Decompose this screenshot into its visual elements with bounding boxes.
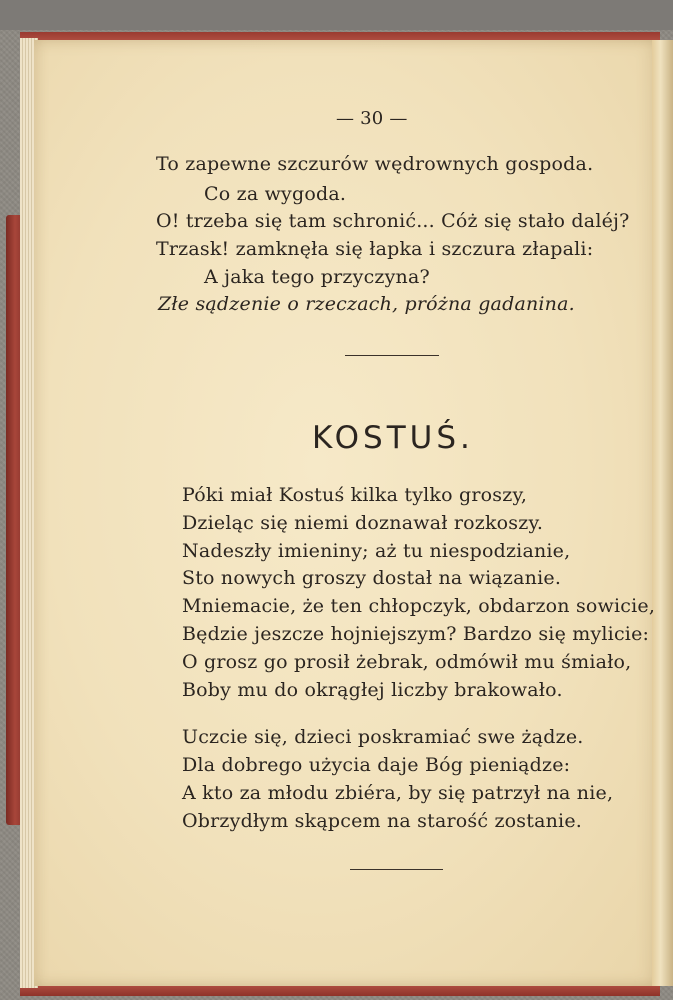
- poem-line: Sto nowych groszy dostał na wiązanie.: [182, 567, 562, 589]
- poem-line: Co za wygoda.: [204, 183, 347, 205]
- poem-line: Mniemacie, że ten chłopczyk, obdarzon sowicie,: [182, 595, 656, 617]
- poem-line: Obrzydłym skąpcem na starość zostanie.: [182, 810, 583, 832]
- poem-line: Uczcie się, dzieci poskramiać swe żądze.: [182, 726, 584, 748]
- poem-line: Będzie jeszcze hojniejszym? Bardzo się mylicie:: [182, 623, 650, 645]
- poem-line: Boby mu do okrągłej liczby brakowało.: [182, 679, 563, 701]
- poem-line: A kto za młodu zbiéra, by się patrzył na nie,: [182, 782, 614, 804]
- moral-line: Złe sądzenie o rzeczach, próżna gadanina.: [158, 293, 575, 315]
- poem-line: Nadeszły imieniny; aż tu niespodzianie,: [182, 540, 571, 562]
- poem-line: Trzask! zamknęła się łapka i szczura złapali:: [156, 238, 594, 260]
- poem-title: KOSTUŚ.: [312, 420, 474, 456]
- poem-line: To zapewne szczurów wędrownych gospoda.: [156, 153, 594, 175]
- page-number: — 30 —: [336, 108, 408, 129]
- poem-line: Dla dobrego użycia daje Bóg pieniądze:: [182, 754, 571, 776]
- poem-line: O! trzeba się tam schronić... Cóż się stało daléj?: [156, 210, 630, 232]
- section-divider: [350, 869, 443, 870]
- poem-line: Dzieląc się niemi doznawał rozkoszy.: [182, 512, 544, 534]
- poem-line: A jaka tego przyczyna?: [204, 266, 430, 288]
- poem-line: Póki miał Kostuś kilka tylko groszy,: [182, 484, 528, 506]
- page-fold-right: [652, 40, 673, 986]
- section-divider: [345, 355, 439, 356]
- poem-line: O grosz go prosił żebrak, odmówił mu śmiało,: [182, 651, 632, 673]
